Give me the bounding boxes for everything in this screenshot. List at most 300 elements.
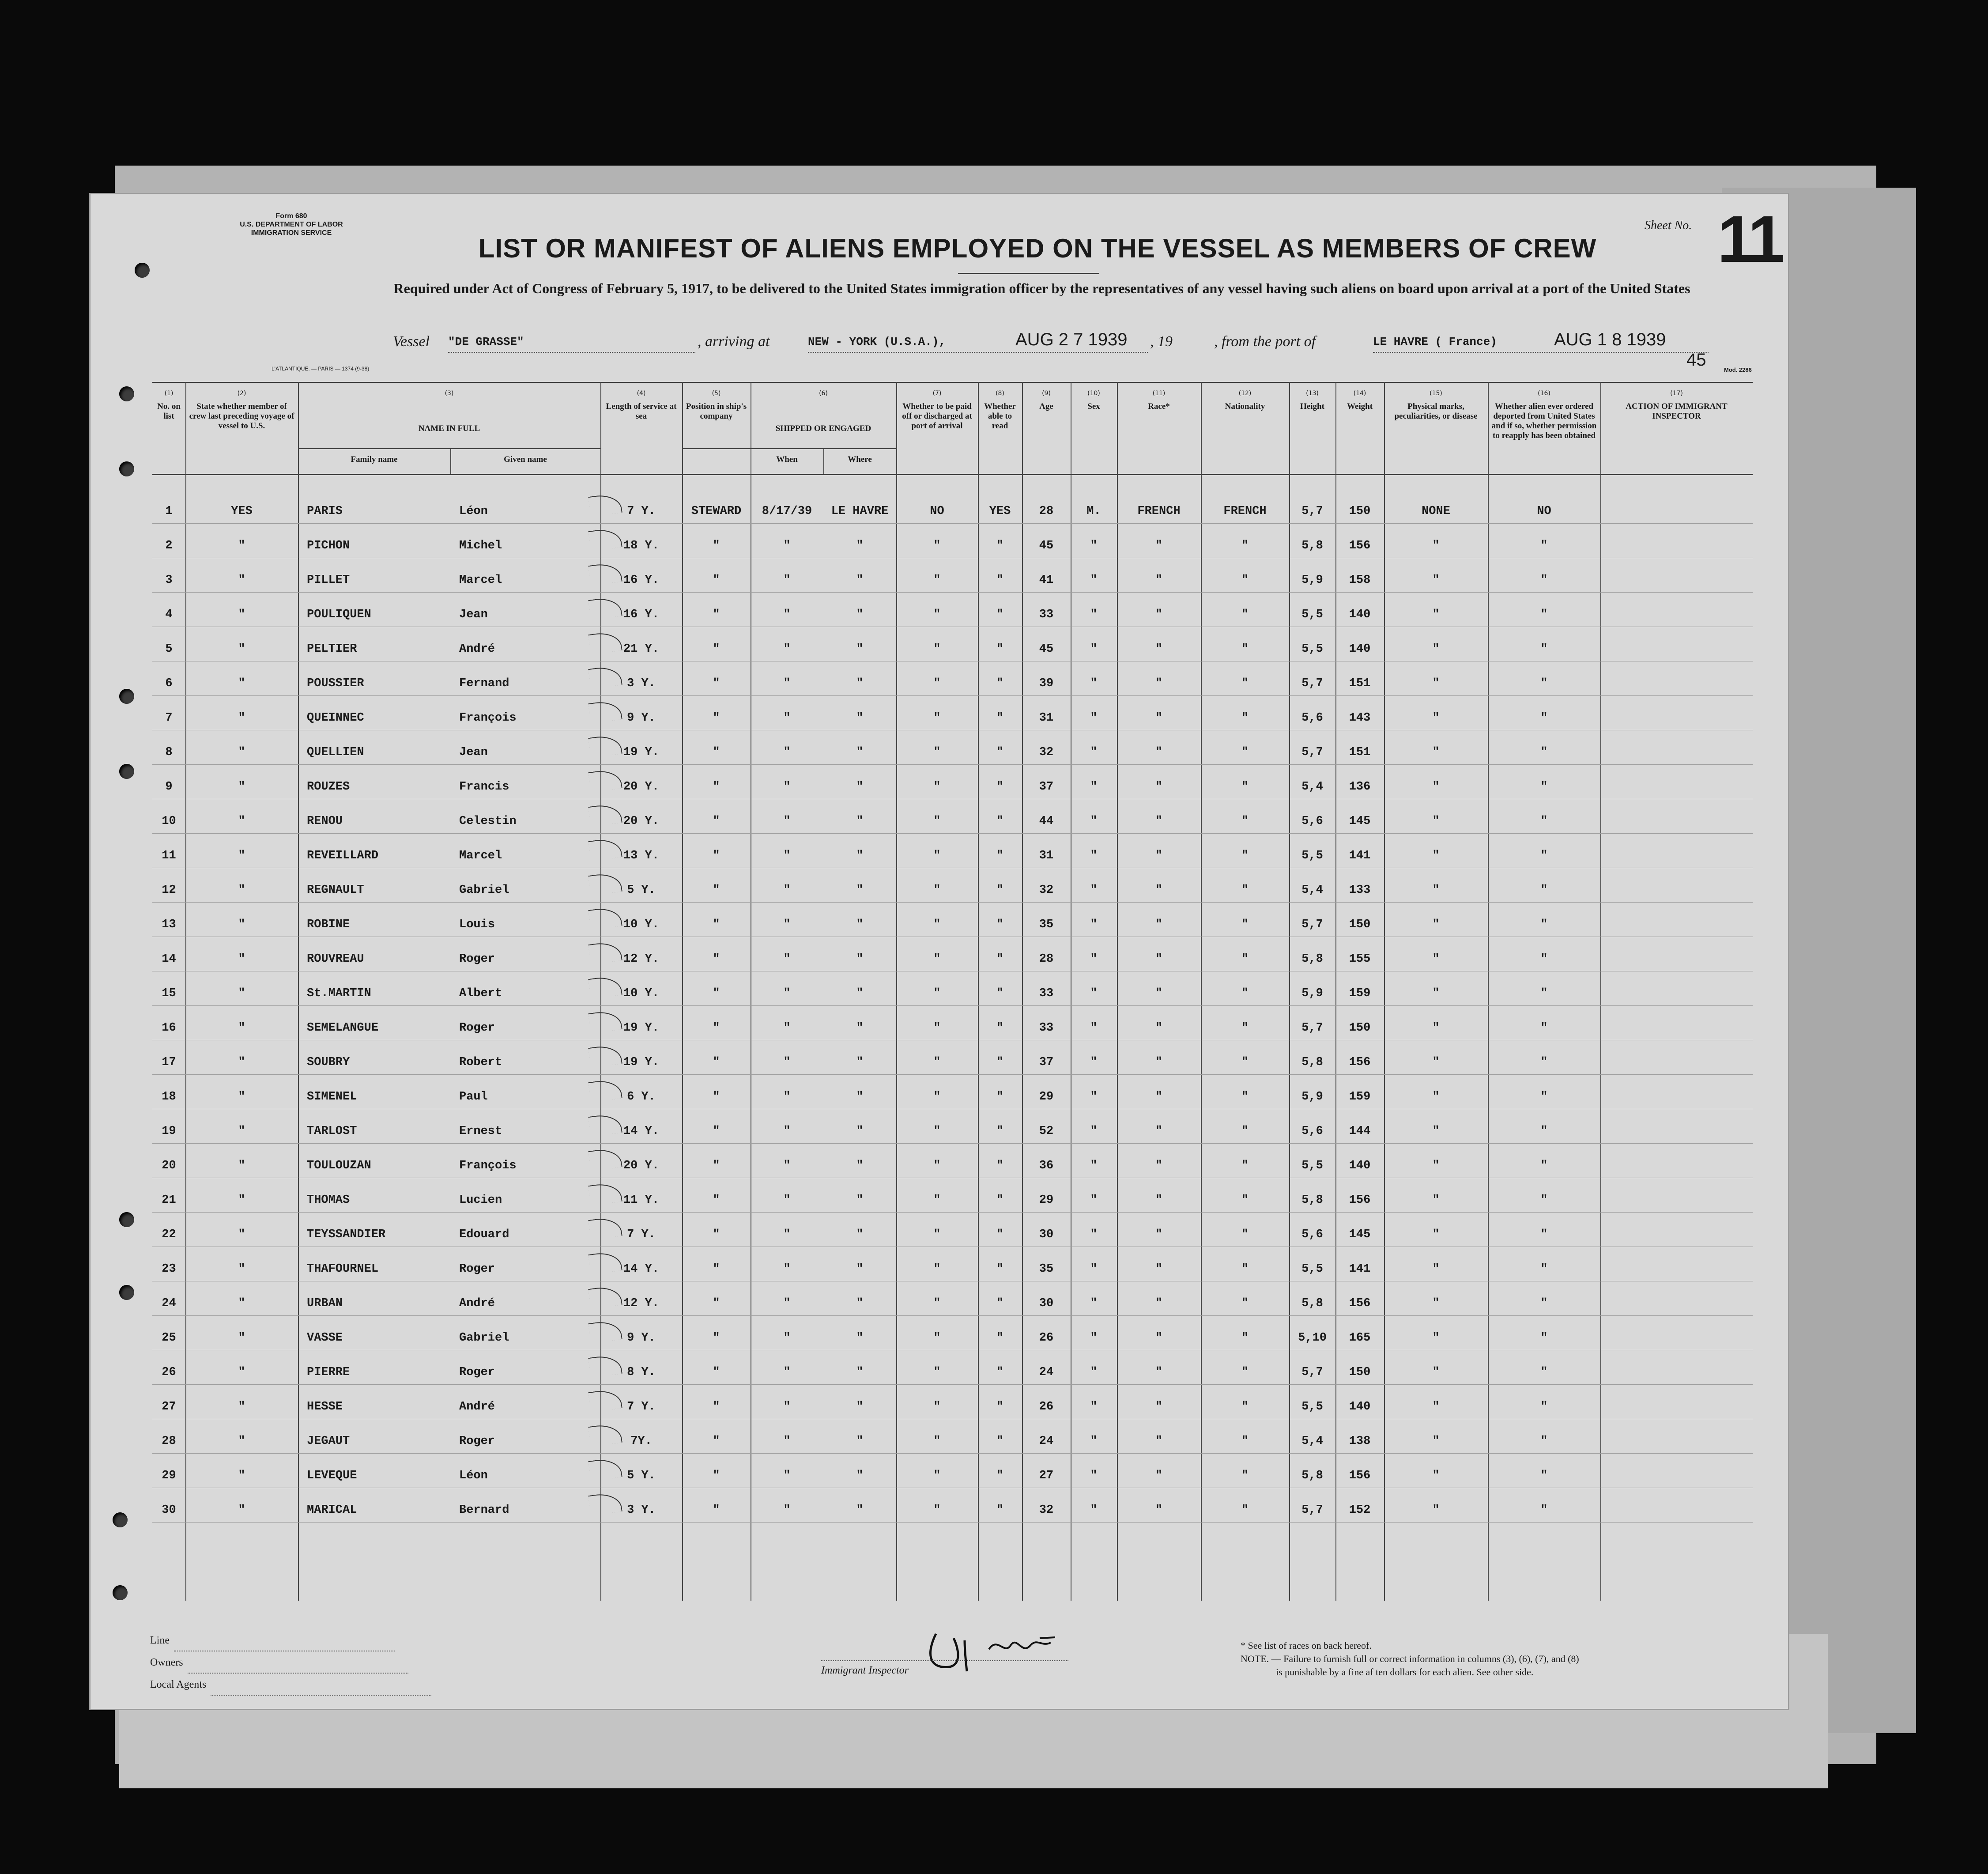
cell-prev: " bbox=[238, 1125, 245, 1138]
cell-prev: " bbox=[238, 1504, 245, 1517]
page-number: 45 bbox=[1686, 350, 1706, 370]
cell-marks: " bbox=[1432, 1159, 1440, 1172]
cell-paid: " bbox=[933, 780, 941, 793]
cell-race: " bbox=[1155, 780, 1163, 793]
cell-given: Edouard bbox=[459, 1228, 509, 1241]
column-header: Position in ship's company bbox=[686, 402, 747, 421]
cell-weight: 165 bbox=[1349, 1331, 1371, 1345]
cell-paid: " bbox=[933, 1435, 941, 1448]
cell-nat: " bbox=[1241, 1021, 1249, 1035]
cell-position: " bbox=[713, 642, 720, 656]
cell-age: 33 bbox=[1039, 608, 1054, 621]
cell-weight: 150 bbox=[1349, 1366, 1371, 1379]
cell-deported: " bbox=[1540, 1331, 1548, 1345]
cell-race: " bbox=[1155, 1159, 1163, 1172]
cell-when: " bbox=[783, 711, 791, 725]
cell-no: 30 bbox=[162, 1504, 176, 1517]
cell-race: " bbox=[1155, 642, 1163, 656]
cell-position: " bbox=[713, 746, 720, 759]
cell-marks: " bbox=[1432, 1021, 1440, 1035]
punch-hole bbox=[119, 461, 134, 476]
cell-race: " bbox=[1155, 918, 1163, 931]
cell-race: " bbox=[1155, 677, 1163, 690]
cell-race: " bbox=[1155, 1504, 1163, 1517]
cell-where: " bbox=[856, 574, 864, 587]
cell-paid: " bbox=[933, 1021, 941, 1035]
cell-service: 11 Y. bbox=[623, 1194, 659, 1207]
cell-nat: " bbox=[1241, 1056, 1249, 1069]
cell-prev: " bbox=[238, 1159, 245, 1172]
cell-service: 13 Y. bbox=[623, 849, 659, 862]
cell-family: QUELLIEN bbox=[307, 746, 364, 759]
cell-family: PIERRE bbox=[307, 1366, 350, 1379]
cell-deported: " bbox=[1540, 574, 1548, 587]
cell-age: 26 bbox=[1039, 1331, 1054, 1345]
cell-age: 29 bbox=[1039, 1090, 1054, 1103]
cell-read: " bbox=[996, 1090, 1004, 1103]
cell-weight: 150 bbox=[1349, 918, 1371, 931]
cell-given: Roger bbox=[459, 952, 495, 966]
cell-deported: " bbox=[1540, 918, 1548, 931]
printer-line: L'ATLANTIQUE. — PARIS — 1374 (9-38) bbox=[272, 366, 370, 372]
cell-height: 5,5 bbox=[1301, 1262, 1323, 1276]
cell-given: Marcel bbox=[459, 574, 502, 587]
cell-where: " bbox=[856, 849, 864, 862]
cell-weight: 145 bbox=[1349, 1228, 1371, 1241]
cell-marks: " bbox=[1432, 987, 1440, 1000]
cell-height: 5,4 bbox=[1301, 780, 1323, 793]
cell-height: 5,6 bbox=[1301, 815, 1323, 828]
cell-when: " bbox=[783, 677, 791, 690]
cell-height: 5,7 bbox=[1301, 1366, 1323, 1379]
cell-position: " bbox=[713, 1021, 720, 1035]
cell-nat: " bbox=[1241, 1331, 1249, 1345]
cell-deported: " bbox=[1540, 1125, 1548, 1138]
cell-nat: " bbox=[1241, 1469, 1249, 1482]
cell-service: 16 Y. bbox=[623, 608, 659, 621]
column-header: No. on list bbox=[157, 402, 181, 421]
cell-when: " bbox=[783, 1228, 791, 1241]
cell-nat: " bbox=[1241, 677, 1249, 690]
cell-no: 2 bbox=[165, 539, 173, 552]
cell-read: " bbox=[996, 952, 1004, 966]
cell-where: " bbox=[856, 1228, 864, 1241]
cell-position: " bbox=[713, 918, 720, 931]
cell-read: " bbox=[996, 574, 1004, 587]
cell-read: " bbox=[996, 1159, 1004, 1172]
cell-no: 9 bbox=[165, 780, 173, 793]
line-label: Line bbox=[150, 1635, 170, 1646]
note-text: Failure to furnish full or correct information in columns (3), (6), (7), and (8) bbox=[1283, 1653, 1579, 1664]
cell-nat: " bbox=[1241, 711, 1249, 725]
cell-prev: " bbox=[238, 1056, 245, 1069]
cell-when: " bbox=[783, 780, 791, 793]
cell-nat: " bbox=[1241, 1400, 1249, 1413]
cell-family: POUSSIER bbox=[307, 677, 364, 690]
cell-when: " bbox=[783, 1090, 791, 1103]
cell-when: " bbox=[783, 1366, 791, 1379]
punch-hole bbox=[113, 1512, 128, 1527]
cell-age: 35 bbox=[1039, 918, 1054, 931]
cell-given: Ernest bbox=[459, 1125, 502, 1138]
column-header: Weight bbox=[1347, 402, 1373, 411]
cell-read: " bbox=[996, 1400, 1004, 1413]
cell-position: " bbox=[713, 1331, 720, 1345]
cell-age: 24 bbox=[1039, 1366, 1054, 1379]
cell-when: " bbox=[783, 642, 791, 656]
family-name-header: Family name bbox=[351, 455, 398, 464]
cell-given: Francis bbox=[459, 780, 509, 793]
service: IMMIGRATION SERVICE bbox=[251, 229, 332, 237]
cell-given: Gabriel bbox=[459, 884, 509, 897]
cell-read: " bbox=[996, 677, 1004, 690]
cell-position: " bbox=[713, 574, 720, 587]
column-header: SHIPPED OR ENGAGED bbox=[775, 424, 871, 433]
cell-given: Léon bbox=[459, 505, 488, 518]
cell-marks: " bbox=[1432, 1297, 1440, 1310]
cell-marks: " bbox=[1432, 1194, 1440, 1207]
cell-no: 11 bbox=[162, 849, 176, 862]
cell-paid: " bbox=[933, 1469, 941, 1482]
column-header: Sex bbox=[1087, 402, 1100, 411]
cell-prev: " bbox=[238, 780, 245, 793]
cell-race: " bbox=[1155, 1469, 1163, 1482]
cell-read: " bbox=[996, 815, 1004, 828]
cell-given: Roger bbox=[459, 1262, 495, 1276]
cell-race: " bbox=[1155, 1228, 1163, 1241]
cell-height: 5,5 bbox=[1301, 642, 1323, 656]
cell-family: SOUBRY bbox=[307, 1056, 350, 1069]
cell-no: 18 bbox=[162, 1090, 176, 1103]
cell-position: " bbox=[713, 608, 720, 621]
cell-deported: " bbox=[1540, 1504, 1548, 1517]
from-label: , from the port of bbox=[1214, 333, 1316, 350]
cell-no: 10 bbox=[162, 815, 176, 828]
cell-position: " bbox=[713, 1469, 720, 1482]
cell-no: 8 bbox=[165, 746, 173, 759]
cell-paid: " bbox=[933, 987, 941, 1000]
cell-race: " bbox=[1155, 1125, 1163, 1138]
cell-prev: " bbox=[238, 1262, 245, 1276]
cell-read: " bbox=[996, 711, 1004, 725]
cell-marks: " bbox=[1432, 1469, 1440, 1482]
cell-age: 33 bbox=[1039, 1021, 1054, 1035]
cell-family: POULIQUEN bbox=[307, 608, 371, 621]
cell-deported: " bbox=[1540, 1056, 1548, 1069]
cell-no: 4 bbox=[165, 608, 173, 621]
cell-prev: " bbox=[238, 711, 245, 725]
cell-given: Roger bbox=[459, 1021, 495, 1035]
cell-paid: " bbox=[933, 677, 941, 690]
cell-marks: " bbox=[1432, 1125, 1440, 1138]
cell-age: 28 bbox=[1039, 505, 1054, 518]
cell-height: 5,9 bbox=[1301, 987, 1323, 1000]
cell-race: " bbox=[1155, 884, 1163, 897]
cell-given: Roger bbox=[459, 1366, 495, 1379]
cell-read: " bbox=[996, 987, 1004, 1000]
cell-nat: " bbox=[1241, 1262, 1249, 1276]
cell-prev: " bbox=[238, 1090, 245, 1103]
cell-given: André bbox=[459, 642, 495, 656]
cell-prev: " bbox=[238, 918, 245, 931]
cell-nat: " bbox=[1241, 1228, 1249, 1241]
cell-given: François bbox=[459, 711, 517, 725]
cell-given: Bernard bbox=[459, 1504, 509, 1517]
cell-read: " bbox=[996, 539, 1004, 552]
cell-paid: " bbox=[933, 1125, 941, 1138]
cell-when: " bbox=[783, 1159, 791, 1172]
cell-no: 15 bbox=[162, 987, 176, 1000]
column-header: Length of service at sea bbox=[606, 402, 677, 421]
cell-race: FRENCH bbox=[1137, 505, 1181, 518]
cell-height: 5,8 bbox=[1301, 1469, 1323, 1482]
cell-where: " bbox=[856, 1400, 864, 1413]
cell-read: " bbox=[996, 1366, 1004, 1379]
cell-where: " bbox=[856, 711, 864, 725]
cell-marks: " bbox=[1432, 608, 1440, 621]
cell-nat: " bbox=[1241, 1435, 1249, 1448]
column-number: (17) bbox=[1670, 390, 1683, 397]
column-number: (13) bbox=[1306, 390, 1319, 397]
column-number: (2) bbox=[237, 390, 246, 397]
year-label: , 19 bbox=[1150, 333, 1173, 350]
cell-race: " bbox=[1155, 1435, 1163, 1448]
cell-race: " bbox=[1155, 1400, 1163, 1413]
cell-age: 39 bbox=[1039, 677, 1054, 690]
cell-height: 5,8 bbox=[1301, 1194, 1323, 1207]
cell-height: 5,8 bbox=[1301, 1056, 1323, 1069]
column-number: (15) bbox=[1430, 390, 1442, 397]
cell-height: 5,5 bbox=[1301, 1159, 1323, 1172]
cell-deported: " bbox=[1540, 1159, 1548, 1172]
cell-service: 7 Y. bbox=[627, 1228, 656, 1241]
cell-height: 5,6 bbox=[1301, 1228, 1323, 1241]
cell-where: " bbox=[856, 608, 864, 621]
cell-no: 26 bbox=[162, 1366, 176, 1379]
cell-weight: 156 bbox=[1349, 539, 1371, 552]
cell-weight: 140 bbox=[1349, 1159, 1371, 1172]
cell-paid: NO bbox=[930, 505, 944, 518]
cell-read: " bbox=[996, 1021, 1004, 1035]
cell-deported: " bbox=[1540, 1400, 1548, 1413]
races-note: * See list of races on back hereof. bbox=[1241, 1640, 1372, 1651]
cell-when: 8/17/39 bbox=[762, 505, 812, 518]
cell-deported: " bbox=[1540, 711, 1548, 725]
cell-deported: " bbox=[1540, 746, 1548, 759]
cell-position: " bbox=[713, 1366, 720, 1379]
cell-when: " bbox=[783, 1435, 791, 1448]
cell-marks: " bbox=[1432, 1331, 1440, 1345]
cell-paid: " bbox=[933, 1194, 941, 1207]
cell-where: LE HAVRE bbox=[831, 505, 889, 518]
cell-weight: 151 bbox=[1349, 746, 1371, 759]
departure-port: LE HAVRE ( France) bbox=[1373, 335, 1497, 348]
cell-given: André bbox=[459, 1297, 495, 1310]
cell-paid: " bbox=[933, 1262, 941, 1276]
cell-read: " bbox=[996, 1297, 1004, 1310]
cell-service: 14 Y. bbox=[623, 1125, 659, 1138]
cell-no: 23 bbox=[162, 1262, 176, 1276]
cell-no: 22 bbox=[162, 1228, 176, 1241]
vessel-name: "DE GRASSE" bbox=[448, 335, 524, 348]
cell-prev: " bbox=[238, 1194, 245, 1207]
cell-height: 5,4 bbox=[1301, 1435, 1323, 1448]
cell-when: " bbox=[783, 1056, 791, 1069]
cell-paid: " bbox=[933, 539, 941, 552]
cell-sex: " bbox=[1090, 574, 1098, 587]
column-header: Height bbox=[1300, 402, 1324, 411]
cell-prev: " bbox=[238, 1228, 245, 1241]
cell-service: 18 Y. bbox=[623, 539, 659, 552]
cell-age: 36 bbox=[1039, 1159, 1054, 1172]
cell-age: 31 bbox=[1039, 711, 1054, 725]
cell-nat: " bbox=[1241, 815, 1249, 828]
cell-deported: " bbox=[1540, 849, 1548, 862]
cell-deported: NO bbox=[1537, 505, 1551, 518]
cell-no: 5 bbox=[165, 642, 173, 656]
cell-paid: " bbox=[933, 849, 941, 862]
cell-position: " bbox=[713, 1159, 720, 1172]
cell-weight: 156 bbox=[1349, 1194, 1371, 1207]
cell-marks: " bbox=[1432, 711, 1440, 725]
cell-age: 33 bbox=[1039, 987, 1054, 1000]
cell-weight: 159 bbox=[1349, 1090, 1371, 1103]
arriving-label: , arriving at bbox=[698, 333, 770, 350]
cell-family: PARIS bbox=[307, 505, 343, 518]
cell-nat: " bbox=[1241, 1504, 1249, 1517]
cell-prev: YES bbox=[231, 505, 253, 518]
cell-marks: " bbox=[1432, 677, 1440, 690]
cell-no: 16 bbox=[162, 1021, 176, 1035]
cell-weight: 145 bbox=[1349, 815, 1371, 828]
cell-weight: 140 bbox=[1349, 608, 1371, 621]
cell-family: REVEILLARD bbox=[307, 849, 379, 862]
cell-sex: " bbox=[1090, 918, 1098, 931]
cell-marks: NONE bbox=[1422, 505, 1450, 518]
cell-weight: 141 bbox=[1349, 849, 1371, 862]
cell-no: 21 bbox=[162, 1194, 176, 1207]
cell-when: " bbox=[783, 884, 791, 897]
cell-read: " bbox=[996, 1194, 1004, 1207]
cell-given: Albert bbox=[459, 987, 502, 1000]
cell-nat: " bbox=[1241, 780, 1249, 793]
cell-deported: " bbox=[1540, 1262, 1548, 1276]
cell-height: 5,5 bbox=[1301, 849, 1323, 862]
title-rule bbox=[958, 273, 1099, 274]
cell-nat: FRENCH bbox=[1223, 505, 1267, 518]
cell-where: " bbox=[856, 1469, 864, 1482]
cell-weight: 141 bbox=[1349, 1262, 1371, 1276]
cell-position: " bbox=[713, 815, 720, 828]
punch-hole bbox=[119, 386, 134, 401]
cell-prev: " bbox=[238, 608, 245, 621]
cell-given: François bbox=[459, 1159, 517, 1172]
cell-service: 7 Y. bbox=[627, 1400, 656, 1413]
cell-when: " bbox=[783, 987, 791, 1000]
cell-where: " bbox=[856, 918, 864, 931]
cell-paid: " bbox=[933, 1331, 941, 1345]
punch-hole bbox=[119, 1285, 134, 1300]
cell-height: 5,9 bbox=[1301, 1090, 1323, 1103]
cell-marks: " bbox=[1432, 884, 1440, 897]
cell-family: TEYSSANDIER bbox=[307, 1228, 386, 1241]
cell-when: " bbox=[783, 608, 791, 621]
cell-given: Roger bbox=[459, 1435, 495, 1448]
cell-service: 3 Y. bbox=[627, 677, 656, 690]
cell-when: " bbox=[783, 952, 791, 966]
cell-nat: " bbox=[1241, 1125, 1249, 1138]
cell-where: " bbox=[856, 677, 864, 690]
cell-prev: " bbox=[238, 574, 245, 587]
cell-race: " bbox=[1155, 1056, 1163, 1069]
cell-nat: " bbox=[1241, 642, 1249, 656]
cell-when: " bbox=[783, 539, 791, 552]
cell-weight: 156 bbox=[1349, 1056, 1371, 1069]
cell-family: URBAN bbox=[307, 1297, 343, 1310]
cell-no: 13 bbox=[162, 918, 176, 931]
cell-read: " bbox=[996, 849, 1004, 862]
cell-family: ROUVREAU bbox=[307, 952, 364, 966]
cell-height: 5,10 bbox=[1298, 1331, 1327, 1345]
cell-marks: " bbox=[1432, 746, 1440, 759]
cell-marks: " bbox=[1432, 642, 1440, 656]
when-header: When bbox=[776, 455, 798, 464]
cell-height: 5,7 bbox=[1301, 918, 1323, 931]
cell-when: " bbox=[783, 1469, 791, 1482]
cell-nat: " bbox=[1241, 918, 1249, 931]
cell-no: 28 bbox=[162, 1435, 176, 1448]
cell-deported: " bbox=[1540, 642, 1548, 656]
cell-race: " bbox=[1155, 539, 1163, 552]
cell-nat: " bbox=[1241, 574, 1249, 587]
cell-sex: " bbox=[1090, 1504, 1098, 1517]
cell-sex: " bbox=[1090, 815, 1098, 828]
cell-when: " bbox=[783, 1297, 791, 1310]
cell-sex: " bbox=[1090, 1400, 1098, 1413]
cell-service: 14 Y. bbox=[623, 1262, 659, 1276]
cell-read: " bbox=[996, 1331, 1004, 1345]
cell-height: 5,9 bbox=[1301, 574, 1323, 587]
cell-weight: 150 bbox=[1349, 505, 1371, 518]
cell-weight: 156 bbox=[1349, 1297, 1371, 1310]
cell-when: " bbox=[783, 918, 791, 931]
cell-paid: " bbox=[933, 952, 941, 966]
column-header: Whether to be paid off or discharged at port of arrival bbox=[902, 402, 972, 431]
cell-weight: 159 bbox=[1349, 987, 1371, 1000]
cell-prev: " bbox=[238, 884, 245, 897]
cell-no: 19 bbox=[162, 1125, 176, 1138]
cell-service: 10 Y. bbox=[623, 987, 659, 1000]
cell-deported: " bbox=[1540, 1297, 1548, 1310]
cell-no: 14 bbox=[162, 952, 176, 966]
cell-read: " bbox=[996, 1504, 1004, 1517]
cell-sex: " bbox=[1090, 1090, 1098, 1103]
cell-family: PILLET bbox=[307, 574, 350, 587]
cell-age: 27 bbox=[1039, 1469, 1054, 1482]
cell-weight: 140 bbox=[1349, 1400, 1371, 1413]
cell-nat: " bbox=[1241, 608, 1249, 621]
cell-where: " bbox=[856, 1262, 864, 1276]
cell-service: 20 Y. bbox=[623, 1159, 659, 1172]
cell-marks: " bbox=[1432, 780, 1440, 793]
cell-paid: " bbox=[933, 1400, 941, 1413]
cell-race: " bbox=[1155, 574, 1163, 587]
cell-given: Léon bbox=[459, 1469, 488, 1482]
cell-position: " bbox=[713, 1090, 720, 1103]
cell-where: " bbox=[856, 815, 864, 828]
cell-marks: " bbox=[1432, 574, 1440, 587]
local-agents-label: Local Agents bbox=[150, 1679, 207, 1690]
